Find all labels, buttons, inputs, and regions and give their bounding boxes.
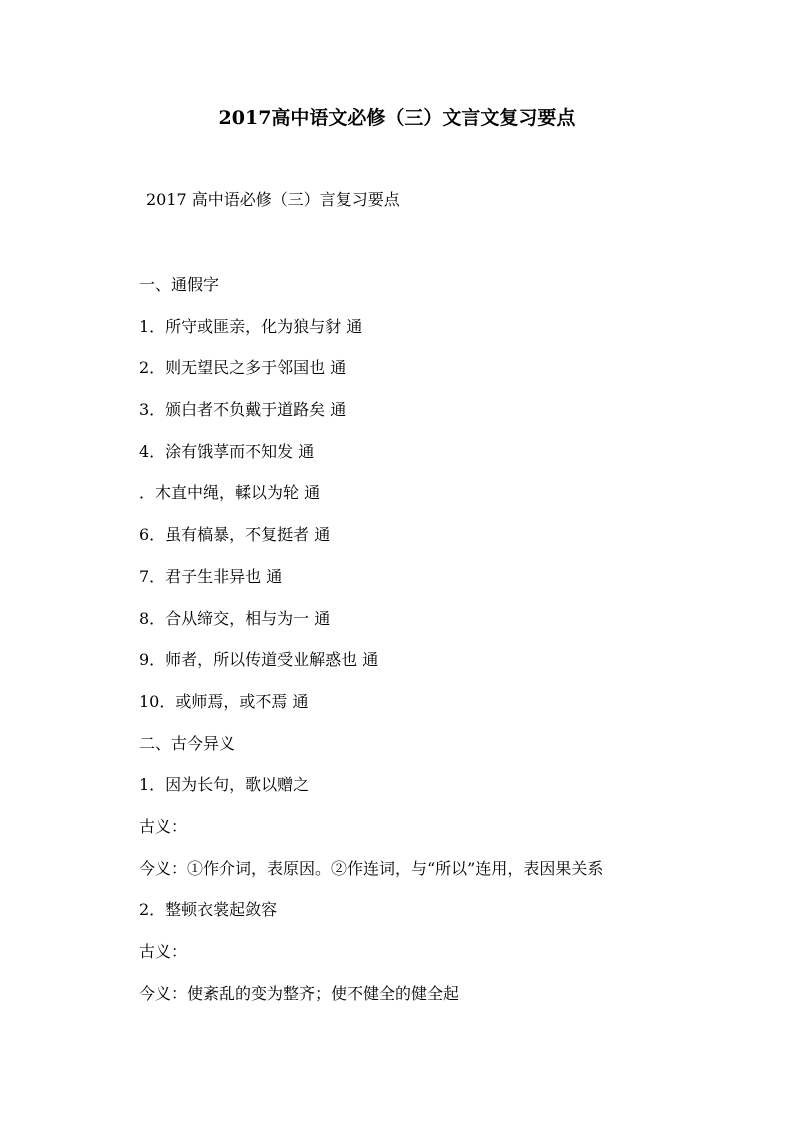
section-heading-gujinyiyi: 二、古今异义 <box>139 733 236 753</box>
modern-meaning-text: 今义：使紊乱的变为整齐；使不健全的健全起 <box>139 983 460 1003</box>
ancient-meaning-label: 古义： <box>139 942 188 961</box>
ancient-meaning-label: 古义： <box>139 816 188 836</box>
list-item: 9．师者，所以传道受业解惑也 通 <box>139 650 379 670</box>
list-item: 2．则无望民之多于邻国也 通 <box>139 358 347 378</box>
section-heading-tongjiazi: 一、通假字 <box>139 275 220 294</box>
document-body <box>139 272 759 1022</box>
document-title: 2017高中语文必修（三）文言文复习要点 <box>218 107 576 129</box>
list-item: 4．涂有饿莩而不知发 通 <box>139 441 315 461</box>
list-item: 3．颁白者不负戴于道路矣 通 <box>139 400 347 420</box>
list-item: 2．整顿衣裳起敛容 <box>139 900 278 920</box>
list-item: 1．因为长句，歌以赠之 <box>139 775 310 795</box>
list-item: ．木直中绳，輮以为轮 通 <box>139 483 321 503</box>
modern-meaning-text: 今义：①作介词，表原因。②作连词，与“所以”连用，表因果关系 <box>139 858 604 878</box>
list-item: 10．或师焉，或不焉 通 <box>139 691 309 711</box>
list-item: 6．虽有槁暴，不复挺者 通 <box>139 525 331 545</box>
document-subtitle: 2017 高中语必修（三）言复习要点 <box>146 190 400 209</box>
list-item: 7．君子生非异也 通 <box>139 566 283 586</box>
list-item: 1．所守或匪亲，化为狼与豺 通 <box>139 316 363 336</box>
list-item: 8．合从缔交，相与为一 通 <box>139 608 331 628</box>
